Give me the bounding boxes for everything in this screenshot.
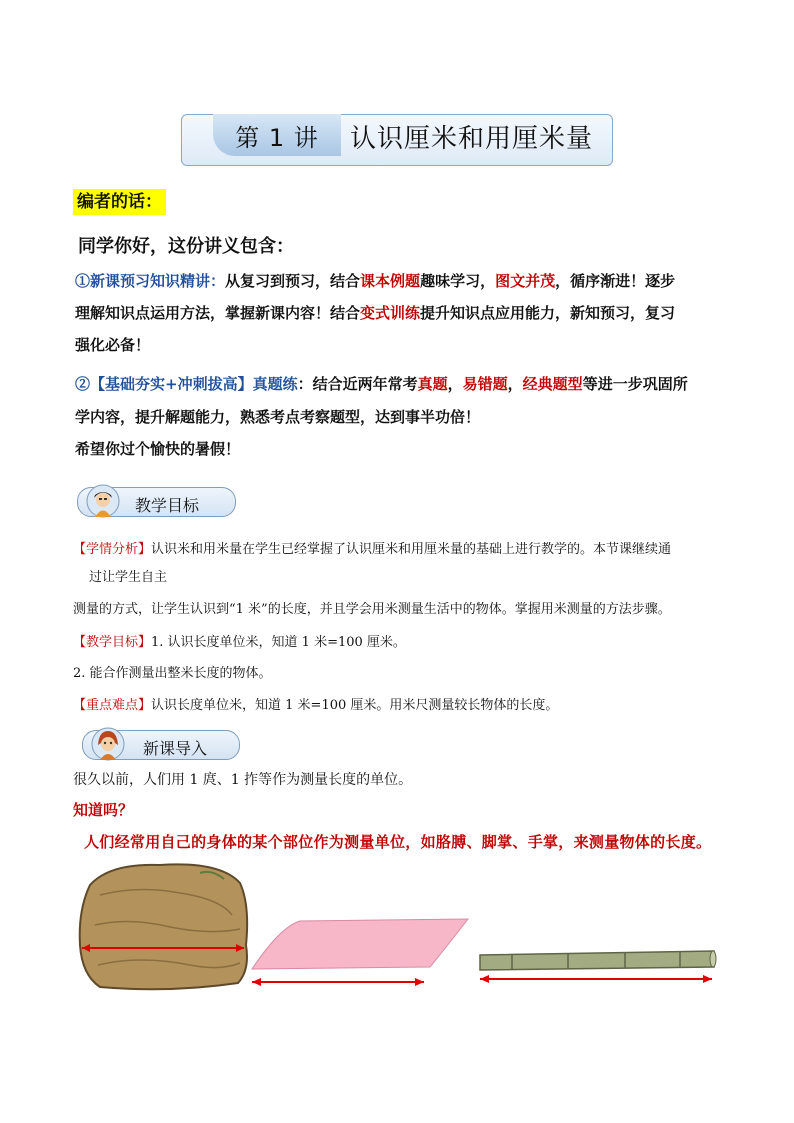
point2-line1: ②【基础夯实+冲刺拔高】真题练：结合近两年常考真题，易错题，经典题型等进一步巩固所: [75, 375, 688, 393]
pink-cloth-illustration: [252, 919, 468, 986]
stone-block-illustration: [80, 864, 247, 989]
section-new-lesson: [82, 730, 240, 760]
wish-line: 希望你过个愉快的暑假！: [75, 440, 241, 458]
point2-number: ②: [75, 375, 91, 393]
point2-line2: 学内容，提升解题能力，熟悉考点考察题型，达到事半功倍！: [75, 408, 481, 426]
goal-line2: 2. 能合作测量出整米长度的物体。: [73, 666, 272, 681]
point1-line1: ①新课预习知识精讲：从复习到预习，结合课本例题趣味学习，图文并茂，循序渐进！逐步: [75, 272, 676, 290]
point1-line3: 强化必备！: [75, 336, 151, 354]
point1-line2: 理解知识点运用方法，掌握新课内容！结合变式训练提升知识点应用能力，新知预习，复习: [75, 304, 676, 322]
analysis-line2: 过让学生自主: [89, 570, 168, 585]
analysis-line3: 测量的方式，让学生认识到“1 米”的长度，并且学会用米测量生活中的物体。掌握用米测量的方法步骤。: [73, 602, 671, 617]
intro-line: 很久以前，人们用 1 庹、1 拃等作为测量长度的单位。: [73, 772, 413, 788]
point1-heading: 新课预习知识精讲：: [90, 272, 226, 290]
section-teaching-goals: [77, 487, 236, 517]
did-you-know: 知道吗？: [73, 801, 134, 819]
measurement-illustrations: [0, 855, 794, 1005]
section-label: 教学目标: [135, 496, 200, 515]
point1-number: ①: [75, 272, 91, 290]
analysis-line1: 【学情分析】认识米和用米量在学生已经掌握了认识厘米和用厘米量的基础上进行教学的。本节课继续通: [73, 542, 672, 557]
lesson-number: 第 1 讲: [213, 114, 341, 156]
point2-heading: 【基础夯实+冲刺拔高】真题练: [90, 375, 298, 393]
teacher-avatar-icon: [86, 484, 120, 518]
goal-line1: 【教学目标】1. 认识长度单位米，知道 1 米=100 厘米。: [73, 635, 406, 650]
section-label: 新课导入: [143, 739, 208, 758]
analysis-tag: 【学情分析】: [73, 542, 152, 557]
did-you-know-body: 人们经常用自己的身体的某个部位作为测量单位，如胳膊、脚掌、手掌，来测量物体的长度。: [84, 833, 712, 851]
key-tag: 【重点难点】: [73, 698, 152, 713]
greeting: 同学你好，这份讲义包含：: [78, 236, 294, 257]
bamboo-stick-illustration: [480, 951, 716, 983]
lesson-title: 认识厘米和用厘米量: [350, 124, 594, 154]
editor-note-label: 编者的话：: [73, 189, 166, 215]
student-avatar-icon: [91, 727, 125, 761]
goal-tag: 【教学目标】: [73, 635, 152, 650]
key-line: 【重点难点】认识长度单位米，知道 1 米=100 厘米。用米尺测量较长物体的长度。: [73, 698, 559, 713]
